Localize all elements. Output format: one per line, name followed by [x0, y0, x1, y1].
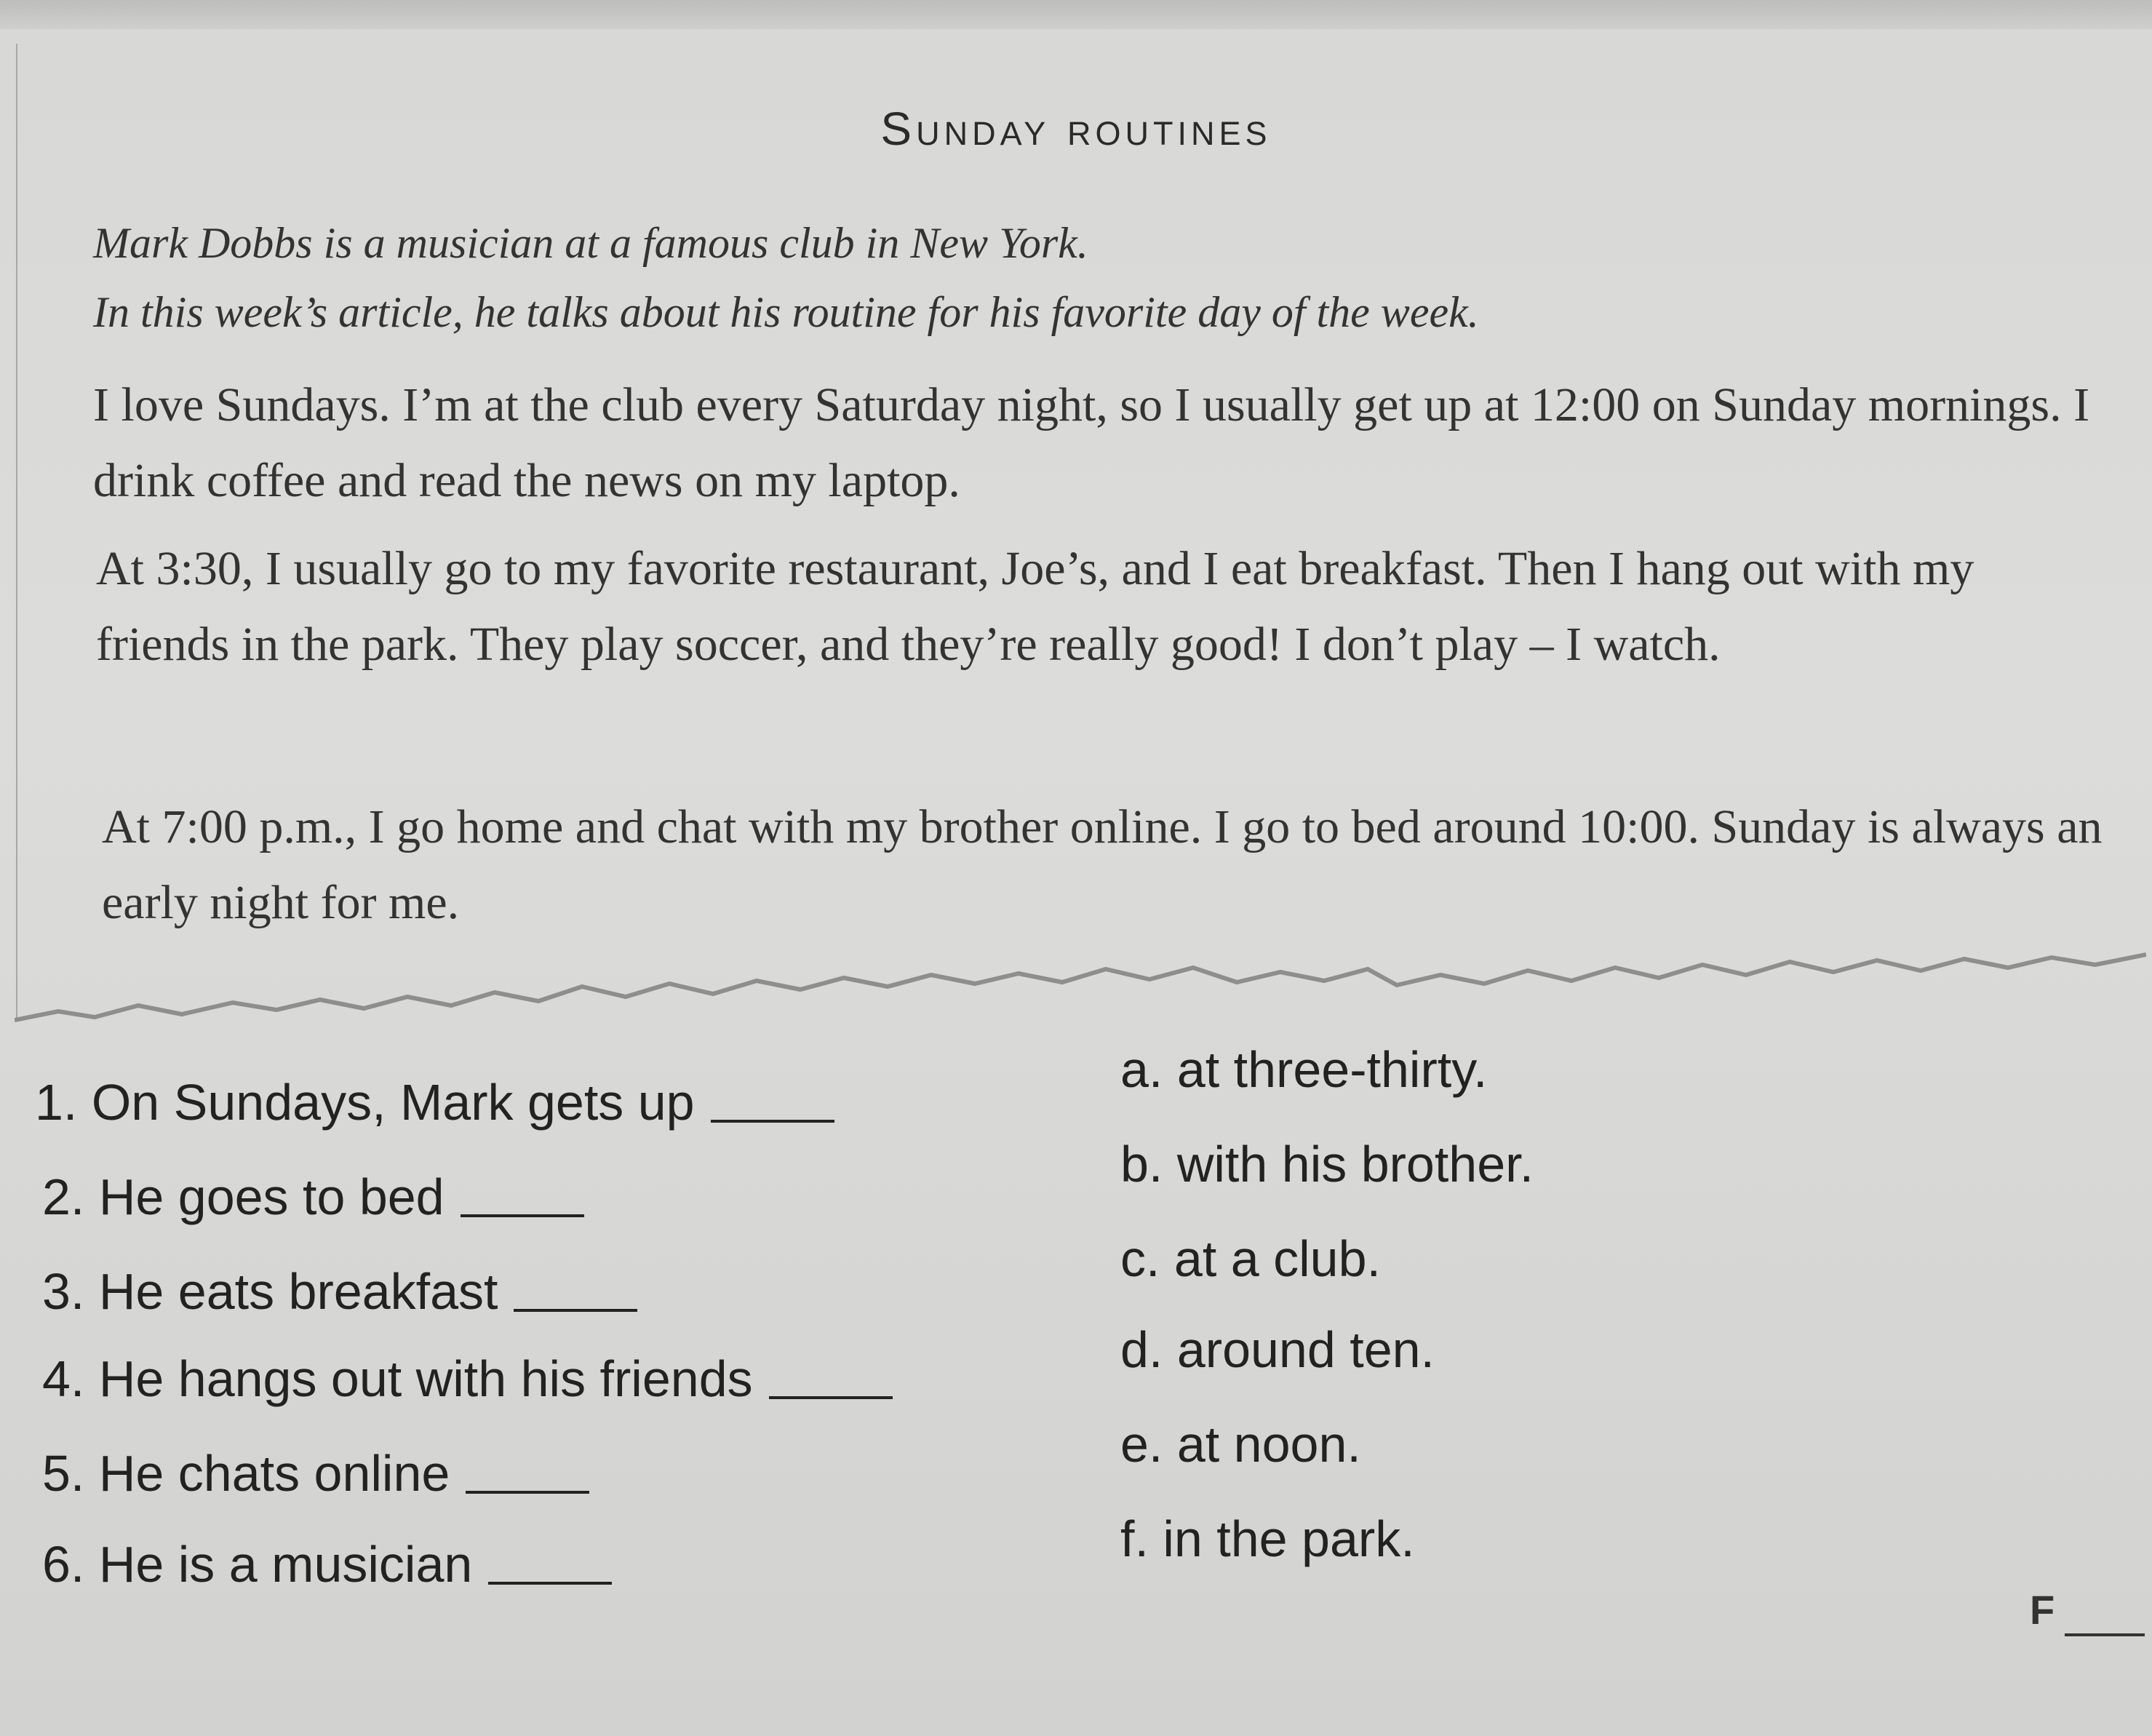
answer-blank-5[interactable]	[466, 1491, 589, 1494]
question-5	[42, 1444, 589, 1502]
answer-blank-6[interactable]	[488, 1582, 612, 1585]
question-5-text: 5. He chats online	[42, 1445, 450, 1502]
answer-blank-2[interactable]	[461, 1214, 584, 1217]
answer-option-c: c. at a club.	[1120, 1230, 1381, 1287]
answer-blank-1[interactable]	[711, 1120, 834, 1123]
question-3	[42, 1262, 637, 1321]
answer-blank-3[interactable]	[514, 1309, 637, 1312]
question-6-text: 6. He is a musician	[42, 1536, 473, 1593]
question-4-text: 4. He hangs out with his friends	[42, 1350, 753, 1407]
intro-line-1: Mark Dobbs is a musician at a famous club in New York.	[93, 219, 1088, 267]
question-3-text: 3. He eats breakfast	[42, 1263, 498, 1320]
corner-mark: F	[2030, 1587, 2055, 1633]
corner-blank-line	[2065, 1633, 2145, 1636]
paper-top-edge	[0, 0, 2152, 29]
answer-option-f: f. in the park.	[1120, 1510, 1415, 1567]
article-paragraph-3: At 7:00 p.m., I go home and chat with my brother online. I go to bed around 10:00. Sunday is always an early night for me.	[102, 800, 2103, 929]
torn-edge-divider	[15, 939, 2146, 1033]
answer-option-d: d. around ten.	[1120, 1321, 1435, 1378]
answer-option-b: b. with his brother.	[1120, 1136, 1534, 1192]
answer-option-a: a. at three-thirty.	[1120, 1041, 1488, 1098]
question-1-text: 1. On Sundays, Mark gets up	[35, 1074, 695, 1131]
question-6	[42, 1535, 612, 1593]
intro-line-2: In this week’s article, he talks about his routine for his favorite day of the week.	[93, 288, 1479, 336]
article-paragraph-1: I love Sundays. I’m at the club every Saturday night, so I usually get up at 12:00 on Sunday mornings. I drink coffee and read the news on my laptop.	[93, 378, 2090, 507]
question-1	[35, 1073, 834, 1131]
answer-blank-4[interactable]	[769, 1396, 893, 1399]
paper-left-edge	[16, 44, 17, 1019]
question-4	[42, 1350, 893, 1408]
question-2-text: 2. He goes to bed	[42, 1168, 445, 1225]
answer-option-e: e. at noon.	[1120, 1416, 1361, 1473]
article-paragraph-2: At 3:30, I usually go to my favorite restaurant, Joe’s, and I eat breakfast. Then I hang out with my friends in the park. They play soccer, and they’re really good! I don’t play – I watch.	[96, 542, 1974, 671]
worksheet-title: Sunday routines	[880, 103, 1272, 155]
question-2	[42, 1168, 584, 1226]
